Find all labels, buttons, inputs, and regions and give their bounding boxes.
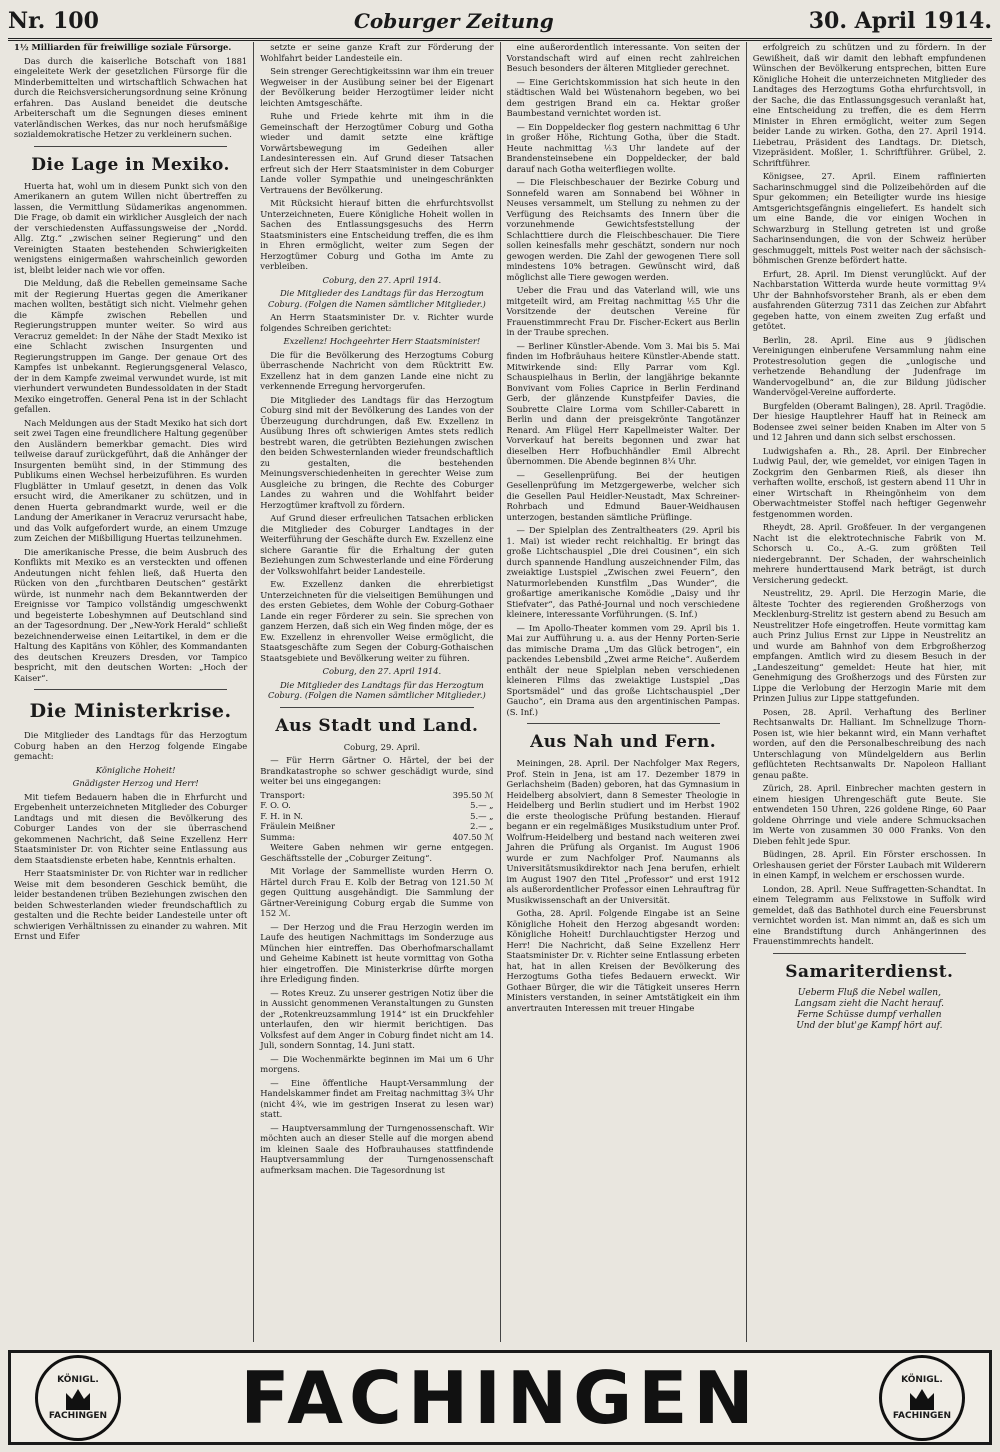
- issue-date: 30. April 1914.: [808, 8, 992, 34]
- article-paragraph: Ueber die Frau und das Vaterland will, wie uns mitgeteilt wird, am Freitag nachmittag ½5 Uhr die Vorsitzende der deutschen Vereine für Frauenstimmrecht Frau Dr. Fischer-Eckert aus Berlin in der Traube sprechen.: [506, 285, 740, 337]
- seal-text-bottom: FACHINGEN: [48, 1410, 108, 1421]
- signature-place: Coburg, den 27. April 1914.: [322, 666, 442, 676]
- article-paragraph: — Eine Gerichtskommission hat sich heute in den städtischen Wald bei Wüstenahorn begeben, wo bei dem gestrigen Brand ein ca. Hektar großer Baumbestand vernichtet worden ist.: [506, 76, 740, 118]
- divider: [34, 689, 227, 690]
- article-paragraph: — Im Apollo-Theater kommen vom 29. April bis 1. Mai zur Aufführung u. a. aus der Henny Porten-Serie das mimische Drama „Um das Glück betrogen“, ein packendes Lebensbild „Zwei arme Reiche“. Außerdem enthält der neue Spielplan neben verschiedenen kleineren Films das zweiaktige Lustspiel „Das Sportsmädel“ und das große Lichtschauspiel „Der Gaucho“, ein Drama aus den argentinischen Pampas. (S. Inf.): [506, 622, 740, 717]
- article-paragraph: — Für Herrn Gärtner O. Härtel, der bei der Brandkatastrophe so schwer geschädigt wurde, sind weiter bei uns eingegangen:: [260, 755, 494, 786]
- article-paragraph: Berlin, 28. April. Eine aus 9 jüdischen Vereinigungen einberufene Versammlung nahm eine Protestresolution gegen die „unlogische und verhetzende Behandlung der Judenfrage im Wandervogelbund“ an, die zur Bildung jüdischer Wandervögel-Vereine aufforderte.: [752, 334, 986, 397]
- article-paragraph: Mit Vorlage der Sammelliste wurden Herrn O. Härtel durch Frau E. Kolb der Betrag von 121.50 ℳ gegen Quittung ausgehändigt. Die Sammlung der Gärtner-Vereinigung Coburg ergab die Summe von 152 ℳ.: [260, 866, 494, 918]
- article-text-fuersorge: Das durch die kaiserliche Botschaft von 1881 eingeleitete Werk der gesetzlichen Fürsorge für die Minderbemittelten und wirtschaftlich Schwachen hat durch die Reichsversicherungsordnung seine Krönung erfahren. Das Ausland beneidet die deutsche Arbeiterschaft um die Segnungen dieses eminent vaterländischen Werkes, das nur noch herufsmäßige sozialdemokratische Hetzer zu verkleinern suchen.: [14, 55, 248, 139]
- article-paragraph: — Die Wochenmärkte beginnen im Mai um 6 Uhr morgens.: [260, 1053, 494, 1074]
- fund-sum-row: [260, 832, 493, 843]
- article-paragraph: An Herrn Staatsminister Dr. v. Richter wurde folgendes Schreiben gerichtet:: [260, 312, 494, 333]
- article-paragraph: Posen, 28. April. Verhaftung des Berliner Rechtsanwalts Dr. Halliant. Im Schnellzuge Thorn-Posen ist, wie hier bekannt wird, ein Mann verhaftet worden, auf den die Personalbeschreibung des nach Unterschlagung von Mündelgeldern aus Berlin geflüchteten Rechtsanwalts Dr. Napoleon Halliant genau paßte.: [752, 706, 986, 780]
- salutation: Exzellenz! Hochgeehrter Herr Staatsminister!: [283, 336, 481, 346]
- headline-mexiko: Die Lage in Mexiko.: [31, 154, 230, 175]
- fund-row: [260, 800, 493, 811]
- article-paragraph: Gotha, 28. April. Folgende Eingabe ist an Seine Königliche Hoheit den Herzog abgesandt worden: Königliche Hoheit! Durchlauchtigster Herzog und Herr! Die Nachricht, daß Seine Exzellenz Herr Staatsminister Dr. v. Richter seine Entlassung erbeten hat, hat in allen Kreisen der Bevölkerung des Herzogtums Gotha tiefes Bedauern erweckt. Wir Gothaer Bürger, die wir die Tätigkeit unseres Herrn Ministers verstanden, in seiner Amtstätigkeit ein ihm anvertrauten Interessen mit treuer Hingabe: [506, 908, 740, 1013]
- royal-seal-icon: [35, 1355, 121, 1441]
- article-paragraph: London, 28. April. Neue Suffragetten-Schandtat. In einem Telegramm aus Felixstowe in Suffolk wird gemeldet, daß das Bathhotel durch eine Feuersbrunst vernichtet worden ist. Man nimmt an, daß es sich um eine Brandstiftung durch Anhängerinnen des Frauenstimmrechts handelt.: [752, 883, 986, 946]
- article-paragraph: erfolgreich zu schützen und zu fördern. In der Gewißheit, daß wir damit den lebhaft empfundenen Wünschen der Bevölkerung entsprechen, bitten Eure Königliche Hoheit die unterzeichneten Mitglieder des Landtages des Herzogtums Gotha ehrfurchtsvoll, in der Sache, die das Entlassungsgesuch veranlaßt hat, eine Entscheidung zu treffen, die es dem Herrn Minister in Ehren ermöglicht, weiter zum Segen beider Lande zu wirken. Gotha, den 27. April 1914. Liebetrau, Präsident des Landtags. Dr. Dietsch, Vizepräsident. Moßler, 1. Schriftführer. Grübel, 2. Schriftführer.: [752, 42, 986, 168]
- article-paragraph: Ruhe und Friede kehrte mit ihm in die Gemeinschaft der Herzogtümer Coburg und Gotha wieder und damit setzte eine kräftige Vorwärtsbewegung im Gedeihen aller Landesinteressen ein. Auf Grund dieser Tatsachen erfreut sich der Herr Staatsminister in dem Coburger Lande voller Sympathie und uneingeschränkten Vertrauens der Bevölkerung.: [260, 111, 494, 195]
- article-paragraph: Die Mitglieder des Landtags für das Herzogtum Coburg sind mit der Bevölkerung des Landes von der Überzeugung durchdrungen, daß Ew. Exzellenz in Ausübung Ihres oft schwierigen Amtes stets redlich bestrebt waren, die getrübten Beziehungen zwischen den beiden Schwesternlanden wieder freundschaftlich zu gestalten, die bestehenden Meinungsverschiedenheiten in gerechter Weise zum Ausgleiche zu bringen, die Rechte des Coburger Landes zu wahren und die Wohlfahrt beider Herzogtümer kraftvoll zu fördern.: [260, 394, 494, 510]
- newspaper-title: Coburger Zeitung: [353, 9, 554, 33]
- divider: [527, 723, 720, 724]
- article-paragraph: Neustrelitz, 29. April. Die Herzogin Marie, die älteste Tochter des regierenden Großherzogs von Mecklenburg-Strelitz ist gestern abend zu Besuch am Neustrelitzer Hofe eingetroffen. Heute vormittag kam auch Prinz Julius Ernst zur Lippe in Neustrelitz an und wurde am Bahnhof von dem Erbgroßherzog empfangen. Amtlich wird zu diesem Besuch in der „Landeszeitung“ gemeldet: Heute hat hier, mit Genehmigung des Großherzogs und des Fürsten zur Lippe die Verlobung der Herzogin Marie mit dem Prinzen Julius zur Lippe stattgefunden.: [752, 588, 986, 703]
- dateline: Coburg, 29. April.: [343, 741, 421, 752]
- salutation: Königliche Hoheit!: [95, 764, 176, 775]
- article-paragraph: Huerta hat, wohl um in diesem Punkt sich von den Amerikanern an gutem Willen nicht übertreffen zu lassen, die Vermittlung Südamerikas angenommen. Die Frage, ob damit ein wirklicher Ausgleich der nach der verschiedensten Auffassungsweise der „Nordd. Allg. Ztg.“ „zwischen seiner Regierung“ und den Vereinigten Staaten bestehenden Schwierigkeiten wenigstens einigermaßen wahrscheinlich geworden ist, bleibt leider nach wie vor offen.: [14, 180, 248, 275]
- article-paragraph: — Eine öffentliche Haupt-Versammlung der Handelskammer findet am Freitag nachmittag 3¾ Uhr (nicht 4¾, wie im gestrigen Inserat zu lesen war) statt.: [260, 1077, 494, 1119]
- article-paragraph: Burgfelden (Oberamt Balingen), 28. April. Tragödie. Der hiesige Hauptlehrer Hauff hat in Reineck am Bodensee zwei seiner beiden Knaben im Alter von 5 und 12 Jahren und dann sich selbst erschossen.: [752, 400, 986, 442]
- article-paragraph: Die für die Bevölkerung des Herzogtums Coburg überraschende Nachricht von dem Rücktritt Ew. Exzellenz hat in dem ganzen Lande eine nicht zu verkennende Erregung hervorgerufen.: [260, 349, 494, 391]
- fachingen-advertisement: [8, 1350, 992, 1445]
- column-1: [8, 42, 254, 1342]
- article-paragraph: eine außerordentlich interessante. Von seiten der Vorstandschaft wird auf einen recht zahlreichen Besuch besonders der älteren Mitglieder gerechnet.: [506, 42, 740, 73]
- poem-line: Ferne Schüsse dumpf verhallen: [797, 1009, 942, 1020]
- article-paragraph: Mit tiefem Bedauern haben die in Ehrfurcht und Ergebenheit unterzeichneten Mitglieder des Coburger Landtags und mit diesen die Bevölkerung des Coburger Landes von der sie überraschend gekommenen Nachricht, daß Seine Exzellenz Herr Staatsminister Dr. von Richter seine Entlassung aus dem Staatsdienste erbeten habe, Kenntnis erhalten.: [14, 791, 248, 865]
- article-paragraph: Königsee, 27. April. Einem raffinierten Sacharinschmuggel sind die Polizeibehörden auf die Spur gekommen; ein Beteiligter wurde ins hiesige Amtsgerichtsgefängnis eingeliefert. Es handelt sich um eine Bande, die vor einigen Wochen in Schwarzburg in Stellung getreten ist und große Sacharinsendungen, die von der Schweiz herüber geschmuggelt, mittels Post weiter nach der sächsisch-böhmischen Grenze befördert hatte.: [752, 171, 986, 265]
- fund-label: Summa:: [260, 831, 296, 842]
- masthead: [8, 4, 992, 41]
- crown-icon: [907, 1385, 937, 1411]
- fund-value: 5.— „: [470, 810, 494, 821]
- signature-place: Coburg, den 27. April 1914.: [322, 274, 442, 285]
- article-paragraph: — Ein Doppeldecker flog gestern nachmittag 6 Uhr in großer Höhe, Richtung Gotha, über die Stadt. Heute nachmittag ½3 Uhr landete auf der Brandensteinsebene ein Doppeldecker, der bald darauf nach Gotha weiterfliegen wollte.: [506, 121, 740, 174]
- seal-text-top: KÖNIGL.: [901, 1374, 943, 1385]
- article-paragraph: Nach Meldungen aus der Stadt Mexiko hat sich dort seit zwei Tagen eine freundlichere Haltung gegenüber den Ausländern bemerkbar gemacht. Dies wird teilweise darauf zurückgeführt, daß die Anhänger der Insurgenten bemüht sind, in der Stimmung des Publikums einen Wechsel herbeizuführen. Es wurden Flugblätter in Umlauf gesetzt, in denen das Volk ersucht wird, die Amerikaner zu schützen, und in denen Huerta gebrandmarkt wurde, weil er die Landung der Amerikaner in Veracruz verursacht habe, und das Volk aufgefordert wurde, an einem Umzuge zum Zeichen der Mißbilligung Huertas teilzunehmen.: [14, 417, 248, 543]
- poem-line: Langsam zieht die Nacht herauf.: [794, 998, 945, 1009]
- article-paragraph: Rheydt, 28. April. Großfeuer. In der vergangenen Nacht ist die elektrotechnische Fabrik von M. Schorsch u. Co., A.-G. zum größten Teil niedergebrannt. Der Schaden, der wahrscheinlich mehrere hunderttausend Mark beträgt, ist durch Versicherung gedeckt.: [752, 522, 986, 585]
- fund-transport-row: [260, 790, 493, 801]
- article-paragraph: — Rotes Kreuz. Zu unserer gestrigen Notiz über die in Aussicht genommenen Veranstaltungen zu Gunsten der „Rotenkreuzsammlung 1914“ ist ein Druckfehler unterlaufen, den wir hiermit berichtigen. Das Volksfest auf dem Anger in Coburg findet nicht am 14. Juli, sondern Sonntag, 14. Juni statt.: [260, 987, 494, 1050]
- article-paragraph: Ludwigshafen a. Rh., 28. April. Der Einbrecher Ludwig Paul, der, wie gemeldet, vor einigen Tagen in Zockgrim den Genbarmen Rieß, als dieser ihn verhaften wollte, erschoß, ist gestern abend 11 Uhr in einer Wirtschaft in Rheingönheim von dem Oberwachtmeister Stoffel nach heftiger Gegenwehr festgenommen worden.: [752, 445, 986, 519]
- royal-seal-icon: [879, 1355, 965, 1441]
- fund-name: F. O. O.: [260, 800, 291, 810]
- article-paragraph: Erfurt, 28. April. Im Dienst verunglückt. Auf der Nachbarstation Witterda wurde heute vormittag 9¼ Uhr der Bahnhofsvorsteher Branh, als er eben dem ausfahrenden Güterzug 7311 das Zeichen zur Abfahrt gegeben hatte, von einem zweiten Zug erfaßt und getötet.: [752, 268, 986, 331]
- divider: [280, 707, 473, 708]
- article-paragraph: Büdingen, 28. April. Ein Förster erschossen. In Orleshausen geriet der Förster Laubach mit Wilderern in einen Kampf, in welchem er erschossen wurde.: [752, 849, 986, 880]
- article-paragraph: — Hauptversammlung der Turngenossenschaft. Wir möchten auch an dieser Stelle auf die morgen abend im kleinen Saale des Hofbrauhauses stattfindende Hauptversammlung der Turngenossenschaft aufmerksam machen. Die Tagesordnung ist: [260, 1122, 494, 1175]
- headline-ministerkrise: Die Ministerkrise.: [29, 700, 232, 722]
- headline-stadt-und-land: Aus Stadt und Land.: [275, 715, 479, 736]
- seal-text-top: KÖNIGL.: [57, 1374, 99, 1385]
- article-paragraph: — Der Spielplan des Zentraltheaters (29. April bis 1. Mai) ist wieder recht reichhaltig. Er bringt das große Lichtschauspiel „Die drei Cousinen“, ein sich durch spannende Handlung auszeichnender Film, das zweiaktige Lustspiel „Zwischen zwei Feuern“, den Naturmorlebenden Kunstfilm „Das Wunder“, die großartige amerikanische Komödie „Daisy und ihr Stiefvater“, das Pathé-Journal und noch verschiedene kleinere, interessante Vorführungen. (S. Inf.): [506, 525, 740, 619]
- article-paragraph: Sein strenger Gerechtigkeitssinn war ihm ein treuer Wegweiser in der Ausübung seiner bei der Eigenart der Bevölkerung beider Herzogtümer leider nicht leichten Amtsgeschäfte.: [260, 66, 494, 108]
- article-paragraph: — Die Fleischbeschauer der Bezirke Coburg und Sonnefeld waren am Sonnabend bei Wöhner in Neuses versammelt, um Stellung zu nehmen zu der Verfügung des Reichsamts des Innern über die vorzunehmende Gewichtsfeststellung der Schlachttiere durch die Fleischbeschauer. Die Tiere sollen keinesfalls mehr geschätzt, sondern nur noch gewogen werden. Die Zahl der gewogenen Tiere soll mindestens 10% betragen. Gewünscht wird, daß möglichst alle Tiere gewogen werden.: [506, 177, 740, 282]
- seal-text-bottom: FACHINGEN: [892, 1410, 952, 1421]
- column-3: [501, 42, 747, 1342]
- fund-row: [260, 811, 493, 822]
- columns: [8, 42, 992, 1342]
- fund-row: [260, 821, 493, 832]
- fund-value: 407.50 ℳ: [452, 831, 494, 842]
- article-title-fuersorge: 1½ Milliarden für freiwillige soziale Fürsorge.: [14, 42, 232, 52]
- article-paragraph: Meiningen, 28. April. Der Nachfolger Max Regers, Prof. Stein in Jena, ist am 17. Dezember 1879 in Gerlachsheim (Baden) geboren, hat das Gymnasium in Heidelberg absolviert, dann 8 Semester Theologie in Heidelberg und Berlin studiert und im Herbst 1902 die erste theologische Prüfung bestanden. Hierauf begann er ein regelmäßiges Musikstudium unter Prof. Wolfrum-Heidelberg und bestand nach weiteren zwei Jahren die Prüfung als Organist. Im August 1906 wurde er zum Nachfolger Prof. Naumanns als Universitätsmusikdirektor nach Jena berufen, erhielt im August 1907 den Titel „Professor“ und erst 1912 als außerordentlicher Professor einen Lehrauftrag für Musikwissenschaft an der Universität.: [506, 758, 740, 905]
- salutation: Gnädigster Herzog und Herr!: [72, 778, 199, 788]
- issue-number: Nr. 100: [8, 8, 99, 34]
- fund-name: F. H. in N.: [260, 810, 303, 821]
- divider: [773, 953, 966, 954]
- crown-icon: [63, 1385, 93, 1411]
- article-paragraph: Herr Staatsminister Dr. von Richter war in redlicher Weise mit dem besonderen Geschick bemüht, die leider bestandenen trüben Beziehungen zwischen den beiden Schwesterlanden wieder freundschaftlich zu gestalten und die Rechte beider Landesteile unter oft schwierigen Verhältnissen zu einander zu wahren. Mit Ernst und Eifer: [14, 868, 248, 941]
- fund-value: 5.— „: [470, 800, 494, 810]
- column-4: [747, 42, 992, 1342]
- fund-value: 2.— „: [470, 821, 494, 831]
- article-paragraph: Die Mitglieder des Landtags für das Herzogtum Coburg haben an den Herzog folgende Eingabe gemacht:: [14, 730, 248, 761]
- article-paragraph: Weitere Gaben nehmen wir gerne entgegen. Geschäftsstelle der „Coburger Zeitung“.: [260, 842, 494, 863]
- signature: Die Mitglieder des Landtags für das Herzogtum Coburg. (Folgen die Namen sämtlicher Mitglieder.): [267, 679, 486, 700]
- headline-nah-und-fern: Aus Nah und Fern.: [530, 732, 717, 752]
- article-paragraph: — Gesellenprüfung. Bei der heutigen Gesellenprüfung im Metzgergewerbe, welcher sich die Gesellen Paul Heidler-Neustadt, Max Schreiner-Rohrbach und Edmund Bauer-Weidhausen unterzogen, bestanden sämtliche Prüflinge.: [506, 469, 740, 522]
- fund-name: Fräulein Meißner: [260, 821, 335, 831]
- poem-line: Ueberm Fluß die Nebel wallen,: [797, 987, 941, 998]
- signature: Die Mitglieder des Landtags für das Herzogtum Coburg. (Folgen die Namen sämtlicher Mitglieder.): [267, 288, 486, 309]
- article-paragraph: Mit Rücksicht hierauf bitten die ehrfurchtsvollst Unterzeichneten, Euere Königliche Hoheit wollen in Sachen des Entlassungsgesuchs des Herrn Staatsministers eine Entscheidung treffen, die es ihm in Ehren ermöglicht, weiter zum Segen der Herzogtümer Coburg und Gotha im Amte zu verbleiben.: [260, 198, 494, 271]
- column-2: [254, 42, 500, 1342]
- poem-line: Und der blut'ge Kampf hört auf.: [796, 1020, 943, 1031]
- headline-samariterdienst: Samariterdienst.: [785, 961, 954, 982]
- article-paragraph: Die amerikanische Presse, die beim Ausbruch des Konflikts mit Mexiko es an versteckten und offenen Andeutungen nicht fehlen ließ, daß Huerta den Rücken von den „furchtbaren Deutschen“ gestärkt würde, ist nunmehr nach dem Bekanntwerden der Ereignisse vor Tampico vollständig umgeschwenkt und begeisterte Lobeshymnen auf Deutschland sind an der Tagesordnung. Der „New-York Herald“ schließt bezeichnenderweise einen Leitartikel, in dem er die Haltung des Kapitäns von Köhler, des Kommandanten des deutschen Kreuzers Dresden, vor Tampico bespricht, mit den deutschen Worten: „Hoch der Kaiser“.: [14, 546, 248, 683]
- divider: [34, 146, 227, 147]
- article-paragraph: setzte er seine ganze Kraft zur Förderung der Wohlfahrt beider Landesteile ein.: [260, 42, 494, 63]
- article-paragraph: Zürich, 28. April. Einbrecher machten gestern in einem hiesigen Uhrengeschäft gute Beute. Sie entwendeten 150 Uhren, 226 goldene Ringe, 60 Paar goldene Ohrringe und viele andere Schmucksachen im Werte von zusammen 30 000 Franks. Von den Dieben fehlt jede Spur.: [752, 783, 986, 846]
- article-paragraph: — Berliner Künstler-Abende. Vom 3. Mai bis 5. Mai finden im Hofbräuhaus heitere Künstler-Abende statt. Mitwirkende sind: Elly Parrar vom Kgl. Schauspielhaus in Berlin, der langjährige bekannte Bonvivant vom Folies Caprice in Berlin Ferdinand Gerb, der glänzende Kunstpfeifer Davies, die Soubrette Claire Lorma vom Schiller-Cabarett in Berlin und dann der preisgekrönte Tangotänzer Renard. Am Flügel Herr Kapellmeister Walter. Der Vorverkauf hat bereits begonnen und zwar hat dieselben Herr Hofbuchhändler Emil Albrecht übernommen. Die Abende beginnen 8¼ Uhr.: [506, 340, 740, 466]
- article-paragraph: Die Meldung, daß die Rebellen gemeinsame Sache mit der Regierung Huertas gegen die Amerikaner machen wollten, bestätigt sich nicht. Vielmehr gehen die Kämpfe zwischen Rebellen und Regierungstruppen munter weiter. So wird aus Veracruz gemeldet: In der Nähe der Stadt Mexiko ist eine Schlacht zwischen Insurgenten und Regierungstruppen im Gange. Der genaue Ort des Kampfes ist unbekannt. Regierungsgeneral Velasco, der in dem Kampfe zweimal verwundet wurde, ist mit vierhundert verwundeten Bundessoldaten in der Stadt Mexiko eingetroffen. General Pena ist in der Schlacht gefallen.: [14, 278, 248, 414]
- fund-value: 395.50 ℳ: [452, 789, 494, 800]
- article-paragraph: — Der Herzog und die Frau Herzogin werden im Laufe des heutigen Nachmittags im Sonderzuge aus München hier eintreffen. Das Oberhofmarschallamt und Geheime Kabinett ist heute vormittag von Gotha hier eingetroffen. Die Ministerkrise dürfte morgen ihre Erledigung finden.: [260, 921, 494, 984]
- brand-name: FACHINGEN: [240, 1355, 760, 1440]
- article-paragraph: Auf Grund dieser erfreulichen Tatsachen erblicken die Mitglieder des Coburger Landtages in der Weiterführung der Geschäfte durch Ew. Exzellenz eine sichere Garantie für die Erhaltung der guten Beziehungen zum Schwesterlande und eine Förderung der Volkswohlfahrt beider Landesteile.: [260, 513, 494, 576]
- article-paragraph: Ew. Exzellenz danken die ehrerbietigst Unterzeichneten für die vielseitigen Bemühungen und des ersten Gebietes, dem Wohle der Coburg-Gothaer Lande ein reger Förderer zu sein. Sie sprechen von ganzem Herzen, daß sich ein Weg finden möge, der es Ew. Exzellenz in ehrenvoller Weise ermöglicht, die Staatsgeschäfte zum Segen der Coburg-Gothaischen Staatsgebiete und Bevölkerung weiter zu führen.: [260, 579, 494, 663]
- fund-label: Transport:: [260, 789, 306, 800]
